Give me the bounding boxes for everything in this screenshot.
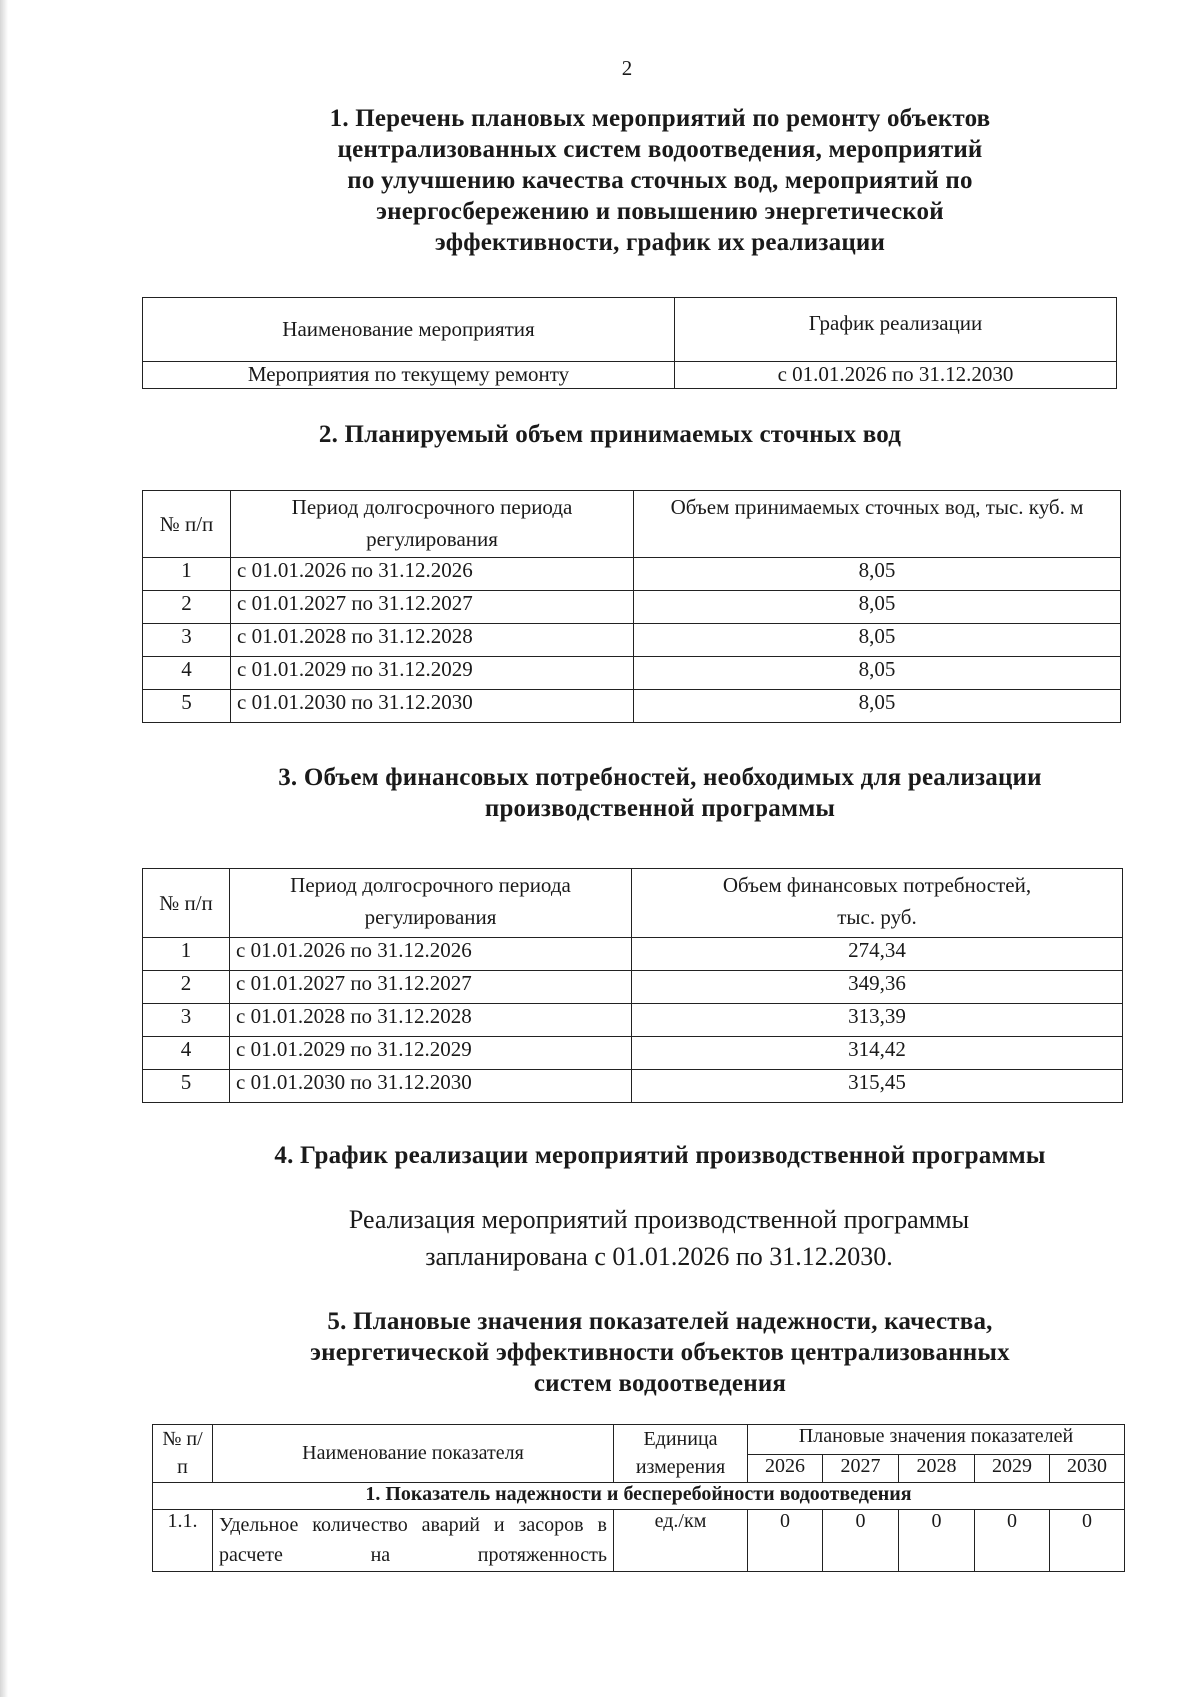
section-3-title-line: производственной программы	[484, 795, 836, 822]
cell-period: с 01.01.2029 по 31.12.2029	[231, 657, 634, 690]
cell-period: с 01.01.2026 по 31.12.2026	[230, 938, 632, 971]
scan-page-edge	[0, 0, 8, 1697]
header-planned-values: Плановые значения показателей	[748, 1425, 1125, 1455]
cell-number: 1	[143, 938, 230, 971]
header-number: № п/п	[143, 869, 230, 938]
cell-number: 3	[143, 624, 231, 657]
cell-number: 3	[143, 1004, 230, 1037]
cell-period: с 01.01.2027 по 31.12.2027	[230, 971, 632, 1004]
header-year: 2028	[899, 1455, 975, 1483]
cell-value: 0	[1050, 1510, 1125, 1572]
section-5-title-line: энергетической эффективности объектов централизованных	[310, 1339, 1010, 1366]
cell-period: с 01.01.2028 по 31.12.2028	[230, 1004, 632, 1037]
cell-period: с 01.01.2029 по 31.12.2029	[230, 1037, 632, 1070]
cell-unit: ед./км	[614, 1510, 748, 1572]
table-row	[143, 624, 1121, 657]
section-3-title-line: 3. Объем финансовых потребностей, необходимых для реализации	[278, 764, 1042, 791]
header-indicator-name: Наименование показателя	[213, 1425, 614, 1483]
table-row	[143, 657, 1121, 690]
cell-number: 5	[143, 1070, 230, 1103]
cell-period: с 01.01.2026 по 31.12.2026	[231, 558, 634, 591]
table-row	[143, 690, 1121, 723]
header-number: № п/п	[143, 491, 231, 558]
header-schedule: График реализации	[675, 298, 1117, 362]
cell-number: 1.1.	[153, 1510, 213, 1572]
cell-number: 4	[143, 657, 231, 690]
section-1-title-line: централизованных систем водоотведения, мероприятий	[337, 136, 983, 163]
header-year: 2027	[823, 1455, 899, 1483]
table-row	[143, 938, 1123, 971]
cell-indicator-name: Удельное количество аварий и засоров в расчете на протяженность	[213, 1510, 614, 1572]
header-year: 2026	[748, 1455, 823, 1483]
header-activity-name: Наименование мероприятия	[143, 298, 675, 362]
section-5-title-line: систем водоотведения	[533, 1370, 787, 1397]
section-2-table	[142, 490, 1121, 723]
section-1-table	[142, 297, 1117, 389]
cell-volume: 8,05	[634, 591, 1121, 624]
section-5-title	[160, 1306, 1160, 1399]
section-5-title-line: 5. Плановые значения показателей надежности, качества,	[327, 1308, 993, 1335]
table-section-row	[153, 1483, 1125, 1510]
table-row	[153, 1510, 1125, 1572]
cell-period: с 01.01.2028 по 31.12.2028	[231, 624, 634, 657]
table-header-row	[143, 491, 1121, 558]
cell-finance: 315,45	[632, 1070, 1123, 1103]
header-number: № п/п	[153, 1425, 213, 1483]
cell-value: 0	[823, 1510, 899, 1572]
table-row	[143, 558, 1121, 591]
cell-activity: Мероприятия по текущему ремонту	[143, 362, 675, 389]
section-1-title-line: 1. Перечень плановых мероприятий по ремонту объектов	[329, 105, 991, 132]
table-row	[143, 362, 1117, 389]
section-4-title: 4. График реализации мероприятий производственной программы	[274, 1142, 1046, 1169]
subsection-title: 1. Показатель надежности и бесперебойности водоотведения	[153, 1483, 1125, 1510]
cell-value: 0	[975, 1510, 1050, 1572]
cell-volume: 8,05	[634, 657, 1121, 690]
header-period: Период долгосрочного периода регулирования	[230, 869, 632, 938]
section-1-title-line: по улучшению качества сточных вод, мероприятий по	[347, 167, 973, 194]
cell-volume: 8,05	[634, 690, 1121, 723]
table-header-row	[143, 869, 1123, 938]
table-row	[143, 1070, 1123, 1103]
cell-period: с 01.01.2030 по 31.12.2030	[230, 1070, 632, 1103]
section-4-text-line: запланирована с 01.01.2026 по 31.12.2030.	[425, 1242, 893, 1271]
cell-volume: 8,05	[634, 558, 1121, 591]
section-2-title: 2. Планируемый объем принимаемых сточных вод	[318, 421, 902, 448]
cell-number: 5	[143, 690, 231, 723]
cell-finance: 313,39	[632, 1004, 1123, 1037]
cell-number: 2	[143, 971, 230, 1004]
section-4-text	[0, 1201, 1200, 1275]
cell-volume: 8,05	[634, 624, 1121, 657]
header-unit: Единица измерения	[614, 1425, 748, 1483]
section-5-table	[152, 1424, 1125, 1572]
section-1-title-line: эффективности, график их реализации	[434, 229, 886, 256]
section-4-text-line: Реализация мероприятий производственной программы	[348, 1205, 970, 1234]
cell-finance: 274,34	[632, 938, 1123, 971]
section-1-title	[160, 103, 1160, 258]
cell-number: 4	[143, 1037, 230, 1070]
cell-number: 2	[143, 591, 231, 624]
table-row	[143, 971, 1123, 1004]
cell-number: 1	[143, 558, 231, 591]
cell-finance: 349,36	[632, 971, 1123, 1004]
cell-period: с 01.01.2027 по 31.12.2027	[231, 591, 634, 624]
header-volume: Объем принимаемых сточных вод, тыс. куб. м	[634, 491, 1121, 558]
header-finance: Объем финансовых потребностей, тыс. руб.	[632, 869, 1123, 938]
section-3-table	[142, 868, 1123, 1103]
section-1-title-line: энергосбережению и повышению энергетической	[376, 198, 944, 225]
cell-schedule: с 01.01.2026 по 31.12.2030	[675, 362, 1117, 389]
cell-value: 0	[899, 1510, 975, 1572]
cell-value: 0	[748, 1510, 823, 1572]
page-number: 2	[621, 56, 633, 80]
table-row	[143, 591, 1121, 624]
cell-period: с 01.01.2030 по 31.12.2030	[231, 690, 634, 723]
section-3-title	[160, 762, 1160, 824]
header-year: 2030	[1050, 1455, 1125, 1483]
table-header-row	[153, 1425, 1125, 1455]
table-row	[143, 1004, 1123, 1037]
header-period: Период долгосрочного периода регулирования	[231, 491, 634, 558]
cell-finance: 314,42	[632, 1037, 1123, 1070]
table-row	[143, 1037, 1123, 1070]
table-header-row	[143, 298, 1117, 362]
header-year: 2029	[975, 1455, 1050, 1483]
